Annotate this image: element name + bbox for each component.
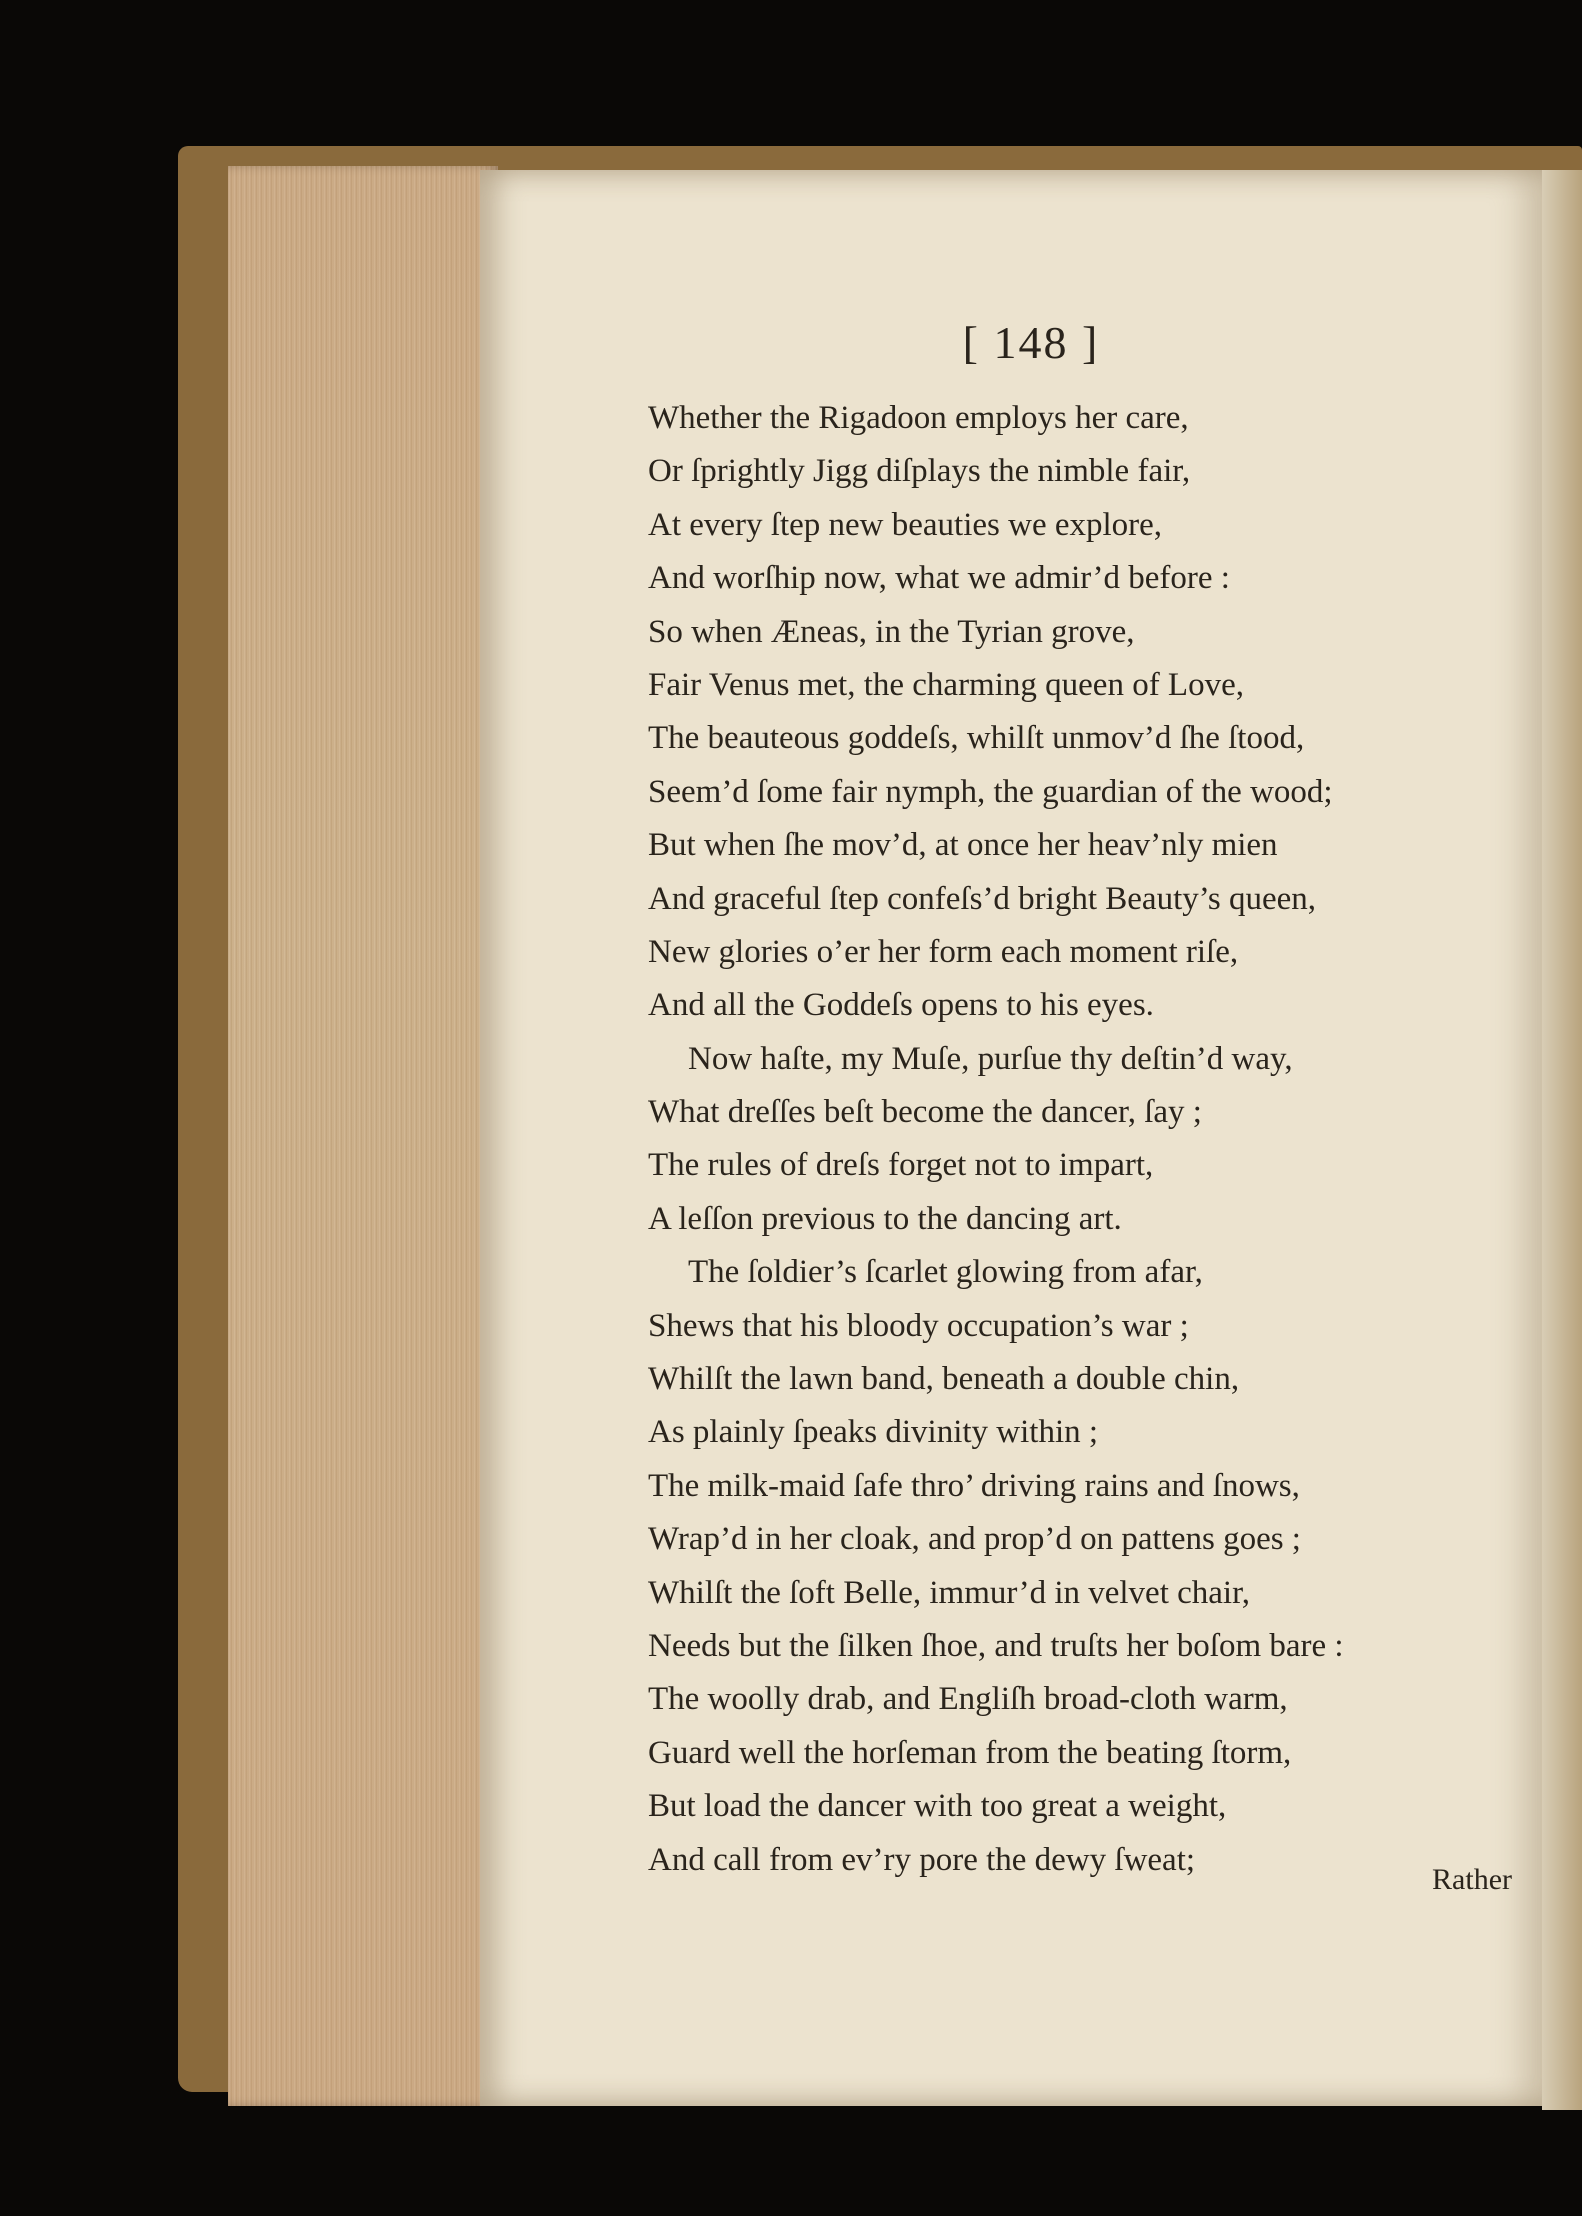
poem-line: And graceful ſtep confeſs’d bright Beauty’s queen, [648,880,1317,917]
page-block-stain [228,166,498,2106]
poem-text [648,392,1508,1887]
poem-line: Whilſt the lawn band, beneath a double chin, [648,1361,1240,1398]
poem-line: But when ſhe mov’d, at once her heav’nly mien [648,827,1278,864]
catchword: Rather [1432,1863,1512,1896]
page-number: [ 148 ] [962,317,1100,368]
poem-line: And all the Goddeſs opens to his eyes. [648,987,1154,1024]
poem-line: Wrap’d in her cloak, and prop’d on pattens goes ; [648,1521,1301,1558]
poem-line: And call from ev’ry pore the dewy ſweat; [648,1841,1196,1878]
poem-line: At every ſtep new beauties we explore, [648,506,1163,543]
poem-line: But load the dancer with too great a weight, [648,1788,1227,1825]
poem-line: What dreſſes beſt become the dancer, ſay ; [648,1094,1202,1131]
poem-line: Whilſt the ſoft Belle, immur’d in velvet chair, [648,1574,1250,1611]
poem-line: Guard well the horſeman from the beating ſtorm, [648,1734,1292,1771]
poem-line: Shews that his bloody occupation’s war ; [648,1307,1189,1344]
book-page [480,170,1542,2106]
poem-line: Whether the Rigadoon employs her care, [648,400,1189,436]
poem-line: Needs but the ſilken ſhoe, and truſts her boſom bare : [648,1627,1344,1664]
poem-line: Now haſte, my Muſe, purſue thy deſtin’d way, [688,1040,1293,1077]
poem-line: The woolly drab, and Engliſh broad-cloth warm, [648,1681,1288,1718]
poem-line: A leſſon previous to the dancing art. [648,1200,1122,1237]
poem-line: Seem’d ſome fair nymph, the guardian of the wood; [648,773,1333,810]
poem-line: The ſoldier’s ſcarlet glowing from afar, [688,1254,1203,1291]
poem-line: And worſhip now, what we admir’d before : [648,560,1230,597]
poem-line: New glories o’er her form each moment riſe, [648,933,1239,970]
poem-line: Or ſprightly Jigg diſplays the nimble fair, [648,453,1191,490]
poem-line: Fair Venus met, the charming queen of Love, [648,666,1244,703]
poem-line: The rules of dreſs forget not to impart, [648,1147,1154,1184]
poem-line: The milk-maid ſafe thro’ driving rains and ſnows, [648,1467,1300,1504]
facing-page-edge [1542,170,1582,2110]
poem-line: The beauteous goddeſs, whilſt unmov’d ſhe ſtood, [648,720,1305,757]
poem-line: As plainly ſpeaks divinity within ; [648,1414,1099,1451]
poem-line: So when Æneas, in the Tyrian grove, [648,613,1135,650]
